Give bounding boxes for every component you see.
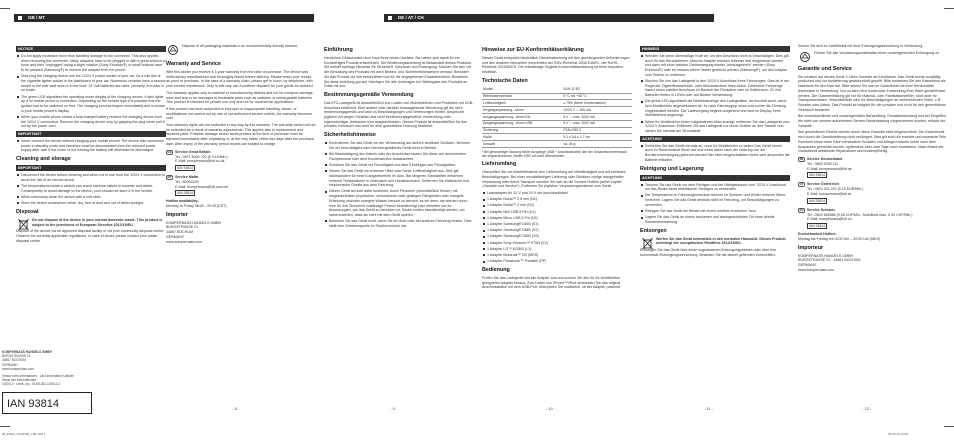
page-8 <box>166 0 316 443</box>
crop-mark <box>0 8 10 9</box>
list-item: Schützen Sie das Gerät vor Feuchtigkeit und dem Eindringen von Flüssigkeiten. <box>324 163 474 168</box>
list-item: When necessary clean the device with a soft cloth. <box>16 195 166 200</box>
col-8 <box>166 44 316 244</box>
importer-line: KOMPERNASS HANDELS GMBH <box>798 253 854 258</box>
list-item: Dieses Gerät ist nicht dafür bestimmt, durch Personen (einschließlich Kinder) mit eingeschränkten physischen, sensorischen oder geistigen Fähigkeiten oder mangels Erfahrung und/oder mangels Wissen benutzt zu werden, es sei denn, sie werden durch eine für ihre Sicherheit zuständige Person beaufsichtigt oder erhielten von ihr Anweisungen, wie das Gerät zu benutzen ist. Kinder sollten beaufsichtigt werden, um sicherzustellen, dass sie nicht mit dem Gerät spielen. <box>324 189 474 217</box>
conformity-title: Hinweise zur EU-Konformitätserklärung <box>482 47 584 53</box>
disposal-text: Dispose of the device via an approved disposal facility or via your community disposal centre. Observe the currently applicable regulations. In case of doubt, please contact your waste disposal centre. <box>16 229 165 243</box>
company-block <box>2 350 150 387</box>
service-name: Service Schweiz <box>807 207 835 212</box>
service-name: Service Malta <box>175 174 198 179</box>
intro-text: Herzlichen Glückwunsch zum Kauf Ihres neuen Gerätes. Sie haben sich damit für ein hochwertiges Produkt entschieden. Die Bedienungsanleitung ist Bestandteil dieses Produkts. Sie enthält wichtige Hinweise für Sicherheit, Gebrauch und Entsorgung. Machen Sie sich vor der Benutzung des Produkts mit allen Bedien- und Sicherheitshinweisen vertraut. Benutzen Sie das Produkt nur wie beschrieben und für die angegebenen Einsatzbereiche. Bewahren Sie diese Anleitung gut auf. Händigen Sie alle Unterlagen bei Weitergabe des Produkts an Dritte mit aus. <box>324 56 472 89</box>
page-number: - 10 - <box>546 406 556 411</box>
crop-mark <box>0 426 10 427</box>
service-de <box>798 157 948 179</box>
header-lang: DE / AT / CH <box>398 15 424 20</box>
list-item: 1 Adapter LG™ KG800 (L1) <box>482 247 632 252</box>
list-item: Do not apply excessive force thus avoiding damage to the connector. This also applies when removing the connector. Many adapters have to be plugged in with a great amount of force and then 'unplugged' using a slight rotation (Sony Ericsson®) or small buttons have to be pressed (Samsung®) to remove the adapter from the phone. <box>16 54 166 73</box>
service-gb <box>166 150 316 172</box>
list-item: Bei Beschädigung des Kabels oder der Anschlüsse lassen Sie diese von autorisiertem Fachpersonal oder dem Kundenservice austauschen. <box>324 152 474 161</box>
recycle-icon <box>167 44 179 56</box>
company-name: KOMPERNASS HANDELS GMBH <box>2 350 52 354</box>
service-at <box>798 182 948 204</box>
list-item: Benutzen Sie das Gerät nicht, wenn Sie ein Auto oder ein anderes Fahrzeug lenken. Dies stellt eine Gefahrenquelle im Straßenverkehr dar. <box>324 219 474 228</box>
table-cell: Sicherung <box>482 127 562 134</box>
service-ian: IAN 93814 <box>809 224 826 229</box>
table-cell: Ausgangsspannung, -strom Kfz <box>482 113 562 120</box>
list-item: 1 Adapter Samsung® D880 (S2) <box>482 228 632 233</box>
list-item: Kontrollieren Sie das Gerät vor der Verwendung auf äußere sichtbare Schäden. Nehmen Sie ein beschädigtes oder heruntergefallenes Gerät nicht in Betrieb. <box>324 141 474 150</box>
table-cell: F2AL/250 V <box>562 127 632 134</box>
flag-icon: CH <box>799 208 804 212</box>
header-lang: GB / MT <box>28 15 45 20</box>
cleaning-title: Reinigung und Lagerung <box>640 165 704 172</box>
page-number: - 9 - <box>390 406 398 411</box>
warranty-para: Bei missbräuchlicher und unsachgemäßer Behandlung, Gewaltanwendung und bei Eingriffen, die nicht von unserer autorisierten Service-Niederlassung vorgenommen wurden, erlischt die Garantie. <box>798 114 947 128</box>
table-cell: Maße <box>482 134 562 141</box>
disposal-block <box>16 218 166 227</box>
important-title: IMPORTANT <box>16 131 166 137</box>
recycle-text: Dispose of all packaging materials in an environmentally friendly manner. <box>182 44 299 48</box>
service-ian: IAN 93814 <box>177 165 194 170</box>
page-7 <box>2 0 166 443</box>
disposal-block <box>640 237 790 246</box>
col-10 <box>482 44 632 292</box>
table-cell: SLM 11 B2 <box>562 87 632 93</box>
page-number: - 8 - <box>232 406 240 411</box>
hotline-label: Hotline availability: <box>166 199 199 204</box>
table-row <box>482 107 632 114</box>
table-cell: Gewicht <box>482 141 562 148</box>
list-item: Schließen Sie das Gerät niemals an, ohne Ihr Mobiltelefon zu laden! Das Gerät nimmt auch im Ruhezustand Strom auf und muss daher nach der Nutzung von der Bordstromversorgung getrennt werden! Bei nicht eingeschalteten Motor wird ansonsten die Batterie entladen. <box>640 144 790 163</box>
list-item: Now plug the charging device into the 12/24 V power socket of your car. As a rule this is the cigarette lighter socket in the dashboard of your car. Numerous vehicles have a second socket in the rear seat area or in the boot. 24 Volt batteries are used, primarily, in trucks or on boats. <box>16 74 166 93</box>
list-item: Reinigen Sie das Gerät bei Bedarf mit einem weichen trockenen Tuch. <box>640 209 790 214</box>
safety-title: Sicherheitshinweise <box>324 132 376 139</box>
hotline-hours: Monday to Friday 08:00 - 20:00 (CET) <box>166 204 227 209</box>
company-line: BURGSTRASSE 21 <box>2 354 31 359</box>
service-email[interactable]: E-Mail: kompernass@lidl.at <box>807 192 851 197</box>
page-12 <box>798 0 948 443</box>
list-item: Setzen Sie das Gerät nie extremer Hitze oder hoher Luftfeuchtigkeit aus. Dies gilt insbesondere für einen Langzeitbetrieb im Auto. Bei längeren Standzeiten entstehen extreme Temperaturen in Innenraum und Handschuhfach. Entfernen Sie elektrische und elektronische Geräte aus dem Fahrzeug. <box>324 169 474 188</box>
list-item: 1 Adapter Samsung® G600 (S3) <box>482 234 632 239</box>
list-item: When your mobile phone shows a fully charged battery remove the charging device from the 12/24 V connection. Remove the charging device only by gripping the plug never pull it out by the power cord. <box>16 115 166 129</box>
footer-text: IB_93814_SLM11B2_LB4.indd 1 <box>2 432 46 436</box>
service-tel: Tel.: 0842 665566 (0,08 CHF/Min., Mobilfunk max. 0,40 CHF/Min.) <box>807 212 913 217</box>
tech-table <box>482 87 632 148</box>
flag-icon: AT <box>799 183 804 187</box>
list-item: 1 Adapter Motorola™ DS (MDS) <box>482 253 632 258</box>
table-row <box>482 127 632 134</box>
importer-line[interactable]: www.kompernass.com <box>166 239 202 244</box>
disposal-title: Disposal <box>16 208 39 215</box>
page-9 <box>324 0 474 443</box>
list-item: 1 Adapter Nokia™ 2,5 mm (N1) <box>482 197 632 202</box>
col-12 <box>798 44 948 272</box>
col-11 <box>640 44 790 260</box>
recycle-block <box>798 51 948 63</box>
usage-title: Bestimmungsgemäße Verwendung <box>324 91 414 98</box>
delivery-title: Lieferumfang <box>482 161 517 168</box>
importer-title: Importer <box>166 211 188 218</box>
service-name: Service Deutschland <box>807 156 843 161</box>
service-email[interactable]: E-Mail: kompernass@lidl.com.mt <box>175 184 228 189</box>
table-row <box>482 134 632 141</box>
list-item: Wenn Ihr Mobiltelefon einen vollgeladenen Akku anzeigt, entfernen Sie das Ladegerät vom 12/24 V Anschluss. Entfernen Sie das Ladegerät nur durch Greifen an den Stecker und ziehen Sie niemals am Stromkabel. <box>640 120 790 134</box>
service-ian: IAN 93814 <box>809 198 826 203</box>
list-item: Never connect the device without charging your mobile phone! The device also consumes power in standby mode and therefore must be disconnected from the onboard power supply after use! If the motor is not running the battery will otherwise be discharged. <box>16 139 166 153</box>
list-item: Trennen Sie das Gerät vor dem Reinigen und bei Nichtgebrauch vom 12/24 V Anschluss, um das Risiko eines elektrischen Schlages zu vermeiden. <box>640 183 790 192</box>
disposal-title: Entsorgen <box>640 227 667 234</box>
importer-line: GERMANY <box>166 234 185 239</box>
waste-bin-icon <box>18 218 29 231</box>
operation-title: Bedienung <box>482 267 510 273</box>
list-item: Store the device somewhere clean, dry, free of dust and out of direct sunlight. <box>16 201 166 206</box>
usage-text: Das KFZ-Ladegerät ist ausschließlich zum Laden von Mobiltelefonen und Produkten mit USB-Anschluss bestimmt. Eine andere oder darüber hinausgehende Benutzung gilt als nicht bestimmungsgemäß und kann zu Beschädigungen und Verletzungen führen. Ansprüche jeglicher Art wegen Schäden aus nicht bestimmungsgemäßer Verwendung oder eigenmächtiger Umbauten sind ausgeschlossen. Dieses Produkt ist ausschließlich für den privaten Gebrauch und nicht für eine gewerbliche Nutzung bestimmt. <box>324 100 474 129</box>
table-cell: 5 V ⎓ max. 1000 mA <box>562 120 632 127</box>
list-item: Lagern Sie das Gerät an einem trockenen und staubgeschützten Ort ohne direkte Sonneneinstrahlung. <box>640 215 790 224</box>
intro-text: Setzen Sie sich im Zweifelsfall mit Ihrer Entsorgungseinrichtung in Verbindung. <box>798 44 924 48</box>
table-cell: 5 V ⎓ max. 1000 mA <box>562 113 632 120</box>
service-name: Service Great Britain <box>175 149 211 154</box>
version-text: Version des informations · Last Information Update <box>2 374 74 379</box>
stand-text: Stand der Informationen: <box>2 378 38 383</box>
list-item: The green LED signalises the operating mode display of the charging device. It also lights up if no mobile phone is connected. Depending on the vehicle type it is possible that the ignition has to be switched on first. The charging process begins immediately and is shown in your mobile phone's display. <box>16 95 166 114</box>
achtung-title: ACHTUNG <box>640 175 790 181</box>
list-item: 1 Adapter Samsung® D600 (S1) <box>482 222 632 227</box>
intro-title: Einführung <box>324 47 353 53</box>
important-title: IMPORTANT <box>16 165 166 171</box>
list-item: Wenden Sie keine übermäßige Kraft an, um den Anschluss nicht zu beschädigen. Dies gilt auch für das Herausziehen. Manche Adapter müssen teilweise fest eingesteckt werden und dann mit einer leichten Drehbewegung wieder „herausgedreht" werden (Sony Ericsson®) oder es müssen kleine Tasten gedrückt werden (Samsung®), um den Adapter vom Telefon zu entfernen. <box>640 54 790 78</box>
delivery-text: Überprüfen Sie vor Inbetriebnahme den Lieferumfang auf Vollständigkeit und auf sichtbare Beschädigungen. Bei einer unvollständigen Lieferung oder Schäden infolge mangelhafter Verpackung oder durch Transport wenden Sie sich an die Service-Hotline (siehe Kapitel „Garantie und Service"). Entfernen Sie jeglichen Verpackungsmaterial vom Gerät. <box>482 170 626 189</box>
importer-line: KOMPERNASS HANDELS GMBH <box>166 220 222 225</box>
list-item: Ladeadapter für 12 V und 24 V mit Anschlusskabel <box>482 191 632 196</box>
warranty-para: If this product has been subjected to improper or inappropriate handling, abuse, or modifications not carried out by one of our authorized service outlets, the warranty becomes void. <box>166 106 313 121</box>
achtung-title: ACHTUNG <box>640 136 790 142</box>
list-item: Die grüne LED signalisiert die Betriebsanzeige des Ladegerätes, sie leuchtet auch, wenn kein Mobiltelefon angeschlossen ist. Je nach Fahrzeugtyp muss erst vorher die Zündung eingeschaltet werden. Der Ladevorgang beginnt umgehend und wird im Display Ihres Mobiltelefons angezeigt. <box>640 99 790 118</box>
table-cell: ≤ 75% (keine Kondensation) <box>562 100 632 107</box>
list-item: The temperatures inside a vehicle can reach extreme values in summer and winter. Consequently to avoid damage to the device, your should not store it in the vehicle. <box>16 184 166 193</box>
recycle-icon <box>799 51 811 63</box>
table-cell: Betriebstemperatur <box>482 93 562 100</box>
disposal-bold: Werfen Sie das Gerät keinesfalls in den normalen Hausmüll. Dieses Produkt unterliegt der europäischen Richtlinie 2012/19/EU. <box>656 236 786 246</box>
col-9 <box>324 44 474 230</box>
tech-note: * Bei gleichzeitiger Nutzung beider Ausgänge (USB + Anschlusskabel) darf der Gesamtstromverbrauch der angeschlossenen Geräte 1000 mA nicht überschreiten. <box>482 149 628 159</box>
page-number: - 7 - <box>88 406 96 411</box>
importer-line: GERMANY <box>798 262 817 267</box>
warranty-para: The warranty applies only to material or manufacturing defects and not for transport damage, wear and tear or for damages to breakable parts such as switches or rechargeable batteries. This product is intended for private use only and not for commercial applications. <box>166 90 314 105</box>
flag-icon: DE <box>799 157 804 161</box>
service-tel: Tel.: 80062230 <box>175 179 199 184</box>
list-item: Disconnect the device before cleaning and when not in use from the 12/24 V connection to avoid the risk of an electric shock. <box>16 173 166 182</box>
hotline-hours: Montag bis Freitag von 8:00 Uhr – 20:00 Uhr (MEZ) <box>798 236 881 241</box>
table-row <box>482 113 632 120</box>
list-item: Die Temperaturen in Fahrzeuginnenraum können im Sommer und Winter extreme Werte erreichen. Lagern Sie das Gerät deshalb nicht im Fahrzeug, um Beschädigungen zu vermeiden. <box>640 193 790 207</box>
col-7a <box>16 44 166 245</box>
notice-title: NOTICE <box>16 46 166 52</box>
page-number: - 12 - <box>862 406 872 411</box>
waste-bin-icon <box>642 237 653 250</box>
table-cell: Eingangsspannung, -strom <box>482 107 562 114</box>
importer-line: BURGSTRASSE 21 · 44867 BOCHUM <box>798 258 861 263</box>
service-tel: Tel.: 0871 5000 720 (£ 0.10/Min.) <box>175 154 228 159</box>
disposal-text: Entsorgen Sie das Gerät über einen zugelassenen Entsorgungsbetrieb oder über Ihre kommunale Entsorgungseinrichtung. Beachten Sie die aktuell geltenden Vorschriften. <box>640 248 777 257</box>
table-cell: 9,1 x 3,6 x 2,7 cm <box>562 134 632 141</box>
service-ian: IAN 93814 <box>177 191 194 196</box>
company-line: 44867 BOCHUM <box>2 358 26 363</box>
service-name: Service Österreich <box>807 182 839 187</box>
recycle-text: Führen Sie alle Verpackungsmaterialien einer umweltgerechten Entsorgung zu. <box>814 50 941 55</box>
hinweis-title: HINWEIS <box>640 46 790 52</box>
list-item: 1 Adapter Nokia™ 2 mm (N2) <box>482 203 632 208</box>
table-row <box>482 120 632 127</box>
list-item: 1 Adapter Sony Ericsson™ K750i (E2) <box>482 241 632 246</box>
service-email[interactable]: E-Mail: kompernass@lidl.ch <box>807 217 852 222</box>
warranty-para: Your statutory rights are not restricted in any way by this warranty. The warranty period will not be extended as a result of warranty adjustments. This applies also to replacement and repaired parts. Possible damage and/or faults present at the time of purchase must be reported immediately after unpacking or, at the very latest, within two days after the purchase date. After expiry of the warranty period repairs are subject to charge. <box>166 123 316 146</box>
date-line: 10/2013 · Ident.-No.: SLM11B2-102013-2 <box>2 382 61 387</box>
table-cell: Modell <box>482 87 562 93</box>
conformity-text: Dieses Gerät entspricht hinsichtlich Übereinstimmung mit den grundlegenden Anforderungen und den anderen relevanten Vorschriften der EMV-Richtlinie 2004/108/EC, der RoHS-Richtlinie 2011/65/EU. Die vollständige Original-Konformitätserklärung ist beim Importeur erhältlich. <box>482 56 630 75</box>
table-cell: 5 °C bis +45 °C <box>562 93 632 100</box>
table-cell: ca. 45 g <box>562 141 632 148</box>
importer-line: 44867 BOCHUM <box>166 230 193 235</box>
list-item: 1 Adapter Panasonic™ Portable (PP) <box>482 259 632 264</box>
list-item: 1 Adapter Micro USB 5 Pin (U2) <box>482 216 632 221</box>
importer-title: Importeur <box>798 244 824 251</box>
warranty-para: Sie erhalten auf dieses Gerät 3 Jahre Garantie ab Kaufdatum. Das Gerät wurde sorgfältig produziert und vor Auslieferung gewissenhaft geprüft. Bitte bewahren Sie den Kassenbon als Nachweis für den Kauf auf. Bitte setzen Sie sich im Garantiefall mit Ihrer Servicestelle telefonisch in Verbindung. Nur so kann eine kostenlose Einsendung Ihrer Ware gewährleistet werden. Die Garantieleistung gilt nur für Material- oder Fabrikationsfehler, nicht aber für Transportschäden, Verschleißteile oder für Beschädigungen an zerbrechlichen Teilen, z.B. Schalter oder Akkus. Das Produkt ist lediglich für den privaten und nicht für den gewerblichen Gebrauch bestimmt. <box>798 74 947 112</box>
company-line: www.kompernass.com <box>2 366 34 371</box>
footer-text: 30.10.13 14:30 <box>888 432 909 436</box>
warranty-para: With this device you receive a 3 year warranty from the date of purchase. The device was meticulously manufactured and thoroughly tested before delivery. Please retain your receipt as proof of purchase. In the case of a warranty claim, please get in touch, by telephone, with your service department. Only in this way can a postfree dispatch for your goods be assured. <box>166 70 314 89</box>
tech-title: Technische Daten <box>482 77 528 84</box>
page-number: - 11 - <box>704 406 714 411</box>
warranty-title: Warranty and Service <box>166 61 221 67</box>
table-row <box>482 93 632 100</box>
table-cell: 12/24 V ⎓ 900 mA <box>562 107 632 114</box>
flag-icon: MT <box>167 175 172 179</box>
warranty-para: Ihre gesetzlichen Rechte werden durch diese Garantie nicht eingeschränkt. Die Garantiezeit wird durch die Gewährleistung nicht verlängert. Dies gilt auch für ersetzte und reparierte Teile. Eventuell schon beim Kauf vorhandene Schäden und Mängel müssen sofort nach dem Auspacken gemeldet werden, spätestens aber zwei Tage nach Kaufdatum. Nach Ablauf der Garantiezeit anfallende Reparaturen sind kostenpflichtig. <box>798 130 948 154</box>
service-mt <box>166 175 316 197</box>
importer-line[interactable]: www.kompernass.com <box>798 267 834 272</box>
list-item: 1 Adapter Mini USB 5 Pin (U1) <box>482 210 632 215</box>
page-11 <box>640 0 790 443</box>
table-cell: Luftfeuchtigkeit <box>482 100 562 107</box>
table-cell: Ausgangsspannung, -strom USB <box>482 120 562 127</box>
disposal-bold: Do not dispose of the device in your normal domestic waste. This product is subject to the provisions of European Directive 2012/19/EU. <box>32 217 163 227</box>
list-item: Stecken Sie nun das Ladegerät in den 12/24 V Anschluss Ihres Fahrzeuges. Dies ist in der Regel der Zigarettenanzünder- oder Aktivanschluss Ihres Autos. Zahlreiche Fahrzeuge haben einen zweiten Anschluss im Bereich der Rücksitze oder im Kofferraum. 24 Volt Batterien finden in LKWs oder auf Booten Verwendung. <box>640 79 790 98</box>
ian-box: IAN 93814 <box>2 392 92 414</box>
table-row <box>482 100 632 107</box>
service-ian: IAN 93814 <box>809 173 826 178</box>
cleaning-title: Cleaning and storage <box>16 156 71 163</box>
warranty-title: Garantie und Service <box>798 65 852 72</box>
operation-text: Prüfen Sie das Ladegerät und alle Adapter aus und suchen Sie den für Ihr Mobiltelefon geeigneten Adapter heraus. Zum Laden von iPhone™/iPod verwenden Sie das original Anschlusskabel mit dem USB-Port. Überprüfen Sie zusätzlich, ob der Adapter passend <box>482 276 621 290</box>
service-tel: Tel.: 0800 5435 111 <box>807 161 839 166</box>
service-email[interactable]: E-Mail: kompernass@lidl.de <box>807 166 852 171</box>
service-email[interactable]: E-Mail: kompernass@lidl.co.uk <box>175 159 225 164</box>
company-line: GERMANY <box>2 362 19 367</box>
importer-line: BURGSTRASSE 21 <box>166 225 199 230</box>
service-tel: Tel.: 0820 201 222 (0,15 EUR/Min.) <box>807 187 864 192</box>
hotline-label: Erreichbarkeit Hotline: <box>798 232 837 237</box>
flag-icon: GB <box>167 150 172 154</box>
service-ch <box>798 208 948 230</box>
page-10 <box>482 0 632 443</box>
table-row <box>482 141 632 148</box>
recycle-block <box>166 44 316 58</box>
